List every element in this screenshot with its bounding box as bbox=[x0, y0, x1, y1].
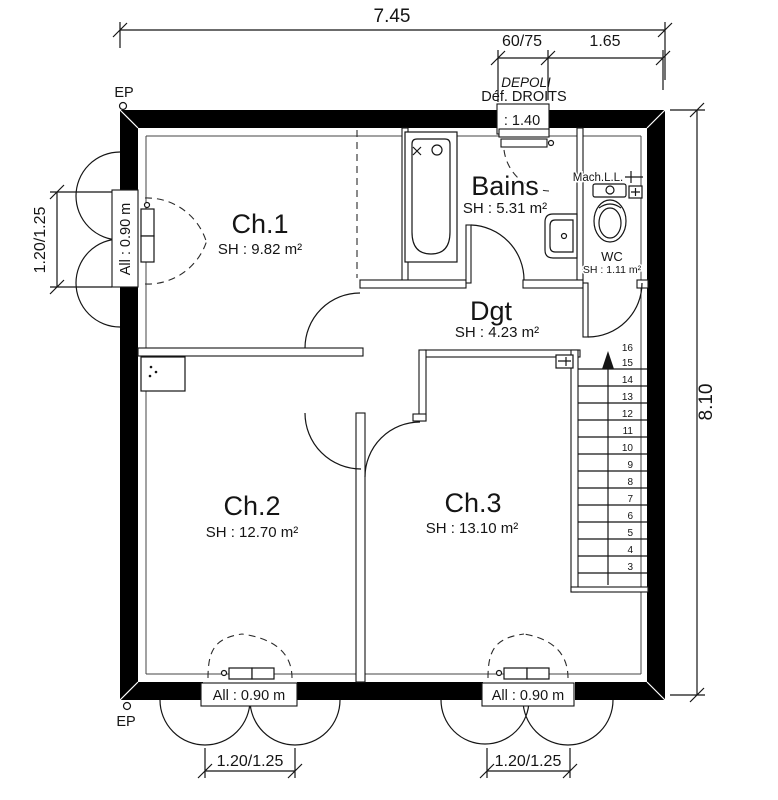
staircase bbox=[556, 343, 647, 585]
door-arc-ch2 bbox=[305, 413, 361, 469]
room-name-ch3: Ch.3 bbox=[444, 488, 502, 518]
door-arc-ch3 bbox=[365, 422, 420, 477]
ep-pipe-bottom bbox=[124, 703, 131, 710]
room-area-ch2: SH : 12.70 m² bbox=[205, 524, 299, 541]
dim-label: 7.45 bbox=[373, 6, 411, 27]
window-left bbox=[76, 152, 207, 327]
radiator-valve-icon bbox=[556, 355, 573, 368]
allege-label-left: All : 0.90 m bbox=[118, 202, 134, 276]
dim-window-left bbox=[32, 185, 112, 294]
dim-top-right bbox=[481, 33, 670, 105]
wall-bains-wc bbox=[577, 128, 583, 280]
toilet-icon bbox=[593, 184, 626, 242]
room-area-wc: SH : 1.11 m² bbox=[582, 264, 642, 276]
depoli-label: DEPOLI bbox=[501, 75, 551, 90]
door-leaf-wc bbox=[583, 283, 588, 337]
stair-number: 5 bbox=[627, 528, 633, 539]
wall-ch2-ch3 bbox=[356, 413, 365, 682]
stair-number: 7 bbox=[627, 494, 633, 505]
wall-ch3-nw bbox=[419, 350, 426, 421]
dim-width-total bbox=[113, 6, 672, 80]
room-name-bains: Bains bbox=[471, 171, 539, 201]
wall-dgt-north-1 bbox=[360, 280, 466, 288]
wall-ch1-ch2 bbox=[138, 348, 363, 356]
allege-label-bottom-right: All : 0.90 m bbox=[491, 688, 565, 704]
stair-number: 14 bbox=[621, 375, 633, 386]
wall-ch3-jog bbox=[413, 414, 426, 421]
room-area-ch3: SH : 13.10 m² bbox=[425, 520, 519, 537]
stair-number: 4 bbox=[627, 545, 633, 556]
interior-walls bbox=[138, 128, 648, 682]
room-area-dgt: SH : 4.23 m² bbox=[454, 324, 540, 341]
wall-stairwell-bottom bbox=[571, 587, 648, 592]
stair-number: 15 bbox=[621, 358, 633, 369]
dim-label: 1.20/1.25 bbox=[216, 753, 284, 770]
door-arc-bains bbox=[471, 225, 524, 280]
stair-number: 13 bbox=[621, 392, 633, 403]
stair-number: 16 bbox=[621, 343, 633, 354]
room-name-ch1: Ch.1 bbox=[231, 209, 289, 239]
room-name-dgt: Dgt bbox=[469, 296, 513, 326]
mach-ll-label: Mach.L.L. bbox=[572, 172, 624, 184]
ep-label-bottom: EP bbox=[116, 714, 136, 730]
ep-label-top: EP bbox=[114, 85, 134, 101]
room-name-ch2: Ch.2 bbox=[223, 491, 281, 521]
dim-label: 1.20/1.25 bbox=[494, 753, 562, 770]
stair-number: 9 bbox=[627, 460, 633, 471]
machine-tap-icon bbox=[625, 171, 643, 198]
closet-icon bbox=[141, 357, 185, 391]
wall-stairwell bbox=[571, 350, 578, 592]
ep-pipe-top bbox=[120, 103, 127, 110]
door-leaf-bains bbox=[466, 225, 471, 283]
room-area-ch1: SH : 9.82 m² bbox=[217, 241, 303, 258]
door-arc-ch1 bbox=[305, 293, 360, 348]
dim-label: 1.65 bbox=[589, 33, 621, 50]
bathtub-icon bbox=[405, 132, 457, 262]
def-droits-label: Déf. DROITS bbox=[481, 89, 567, 105]
dim-label: 8.10 bbox=[696, 383, 717, 421]
dim-label: 60/75 bbox=[501, 33, 543, 50]
dim-label: 1.20/1.25 bbox=[32, 206, 49, 274]
stair-number: 12 bbox=[621, 409, 633, 420]
allege-label-bottom-left: All : 0.90 m bbox=[212, 688, 286, 704]
room-area-bains: SH : 5.31 m² bbox=[462, 200, 548, 217]
stair-number: 10 bbox=[621, 443, 633, 454]
stair-number: 8 bbox=[627, 477, 633, 488]
stair-up-arrow bbox=[602, 351, 614, 369]
window-height-label: : 1.40 bbox=[503, 113, 541, 129]
dim-height-total bbox=[670, 103, 717, 702]
stair-number: 6 bbox=[627, 511, 633, 522]
door-arc-wc bbox=[588, 283, 642, 337]
washbasin-icon bbox=[545, 214, 577, 258]
wall-dgt-north-2 bbox=[523, 280, 583, 288]
stair-number: 3 bbox=[627, 562, 633, 573]
stair-number: 11 bbox=[622, 426, 633, 437]
dim-window-bottom-right bbox=[480, 748, 577, 778]
dim-window-bottom-left bbox=[198, 748, 302, 778]
room-name-wc: WC bbox=[601, 249, 623, 264]
